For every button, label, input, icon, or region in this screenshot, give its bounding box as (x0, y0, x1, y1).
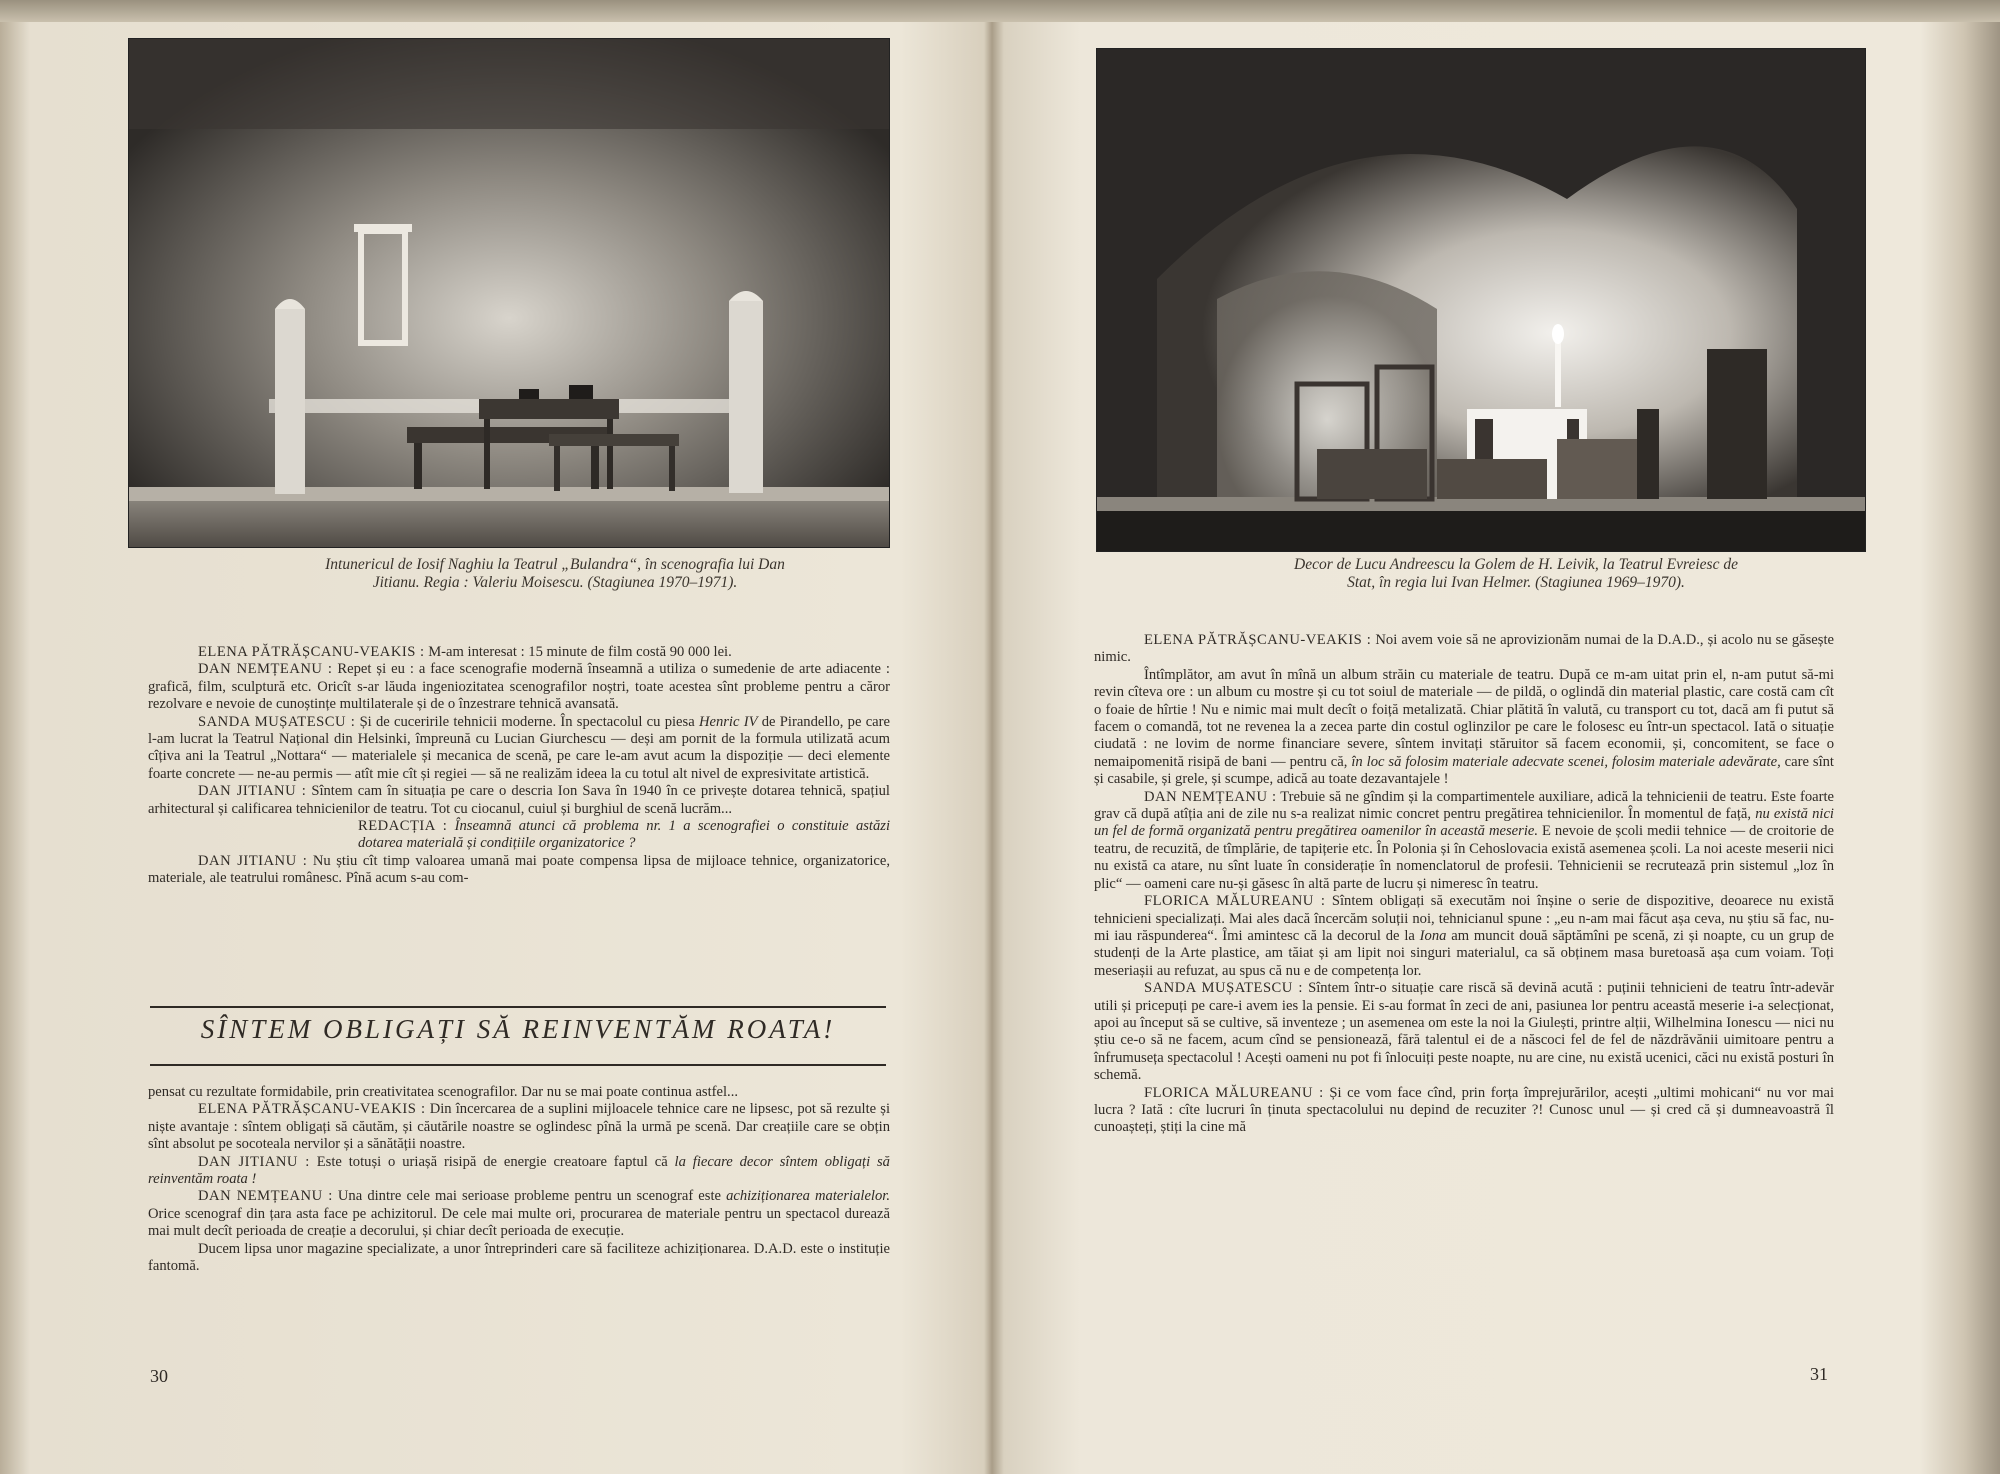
paragraph-text: de Pirandello, pe care l-am lucrat la Teatrul Național din Helsinki, împreună cu Lucian Giurchescu — deși am pornit de la formula utilizată acum cîțiva ani la Teatrul „Nottara“ — materialele și mecanica de scenă, pe care le-am avut acum la dispoziție — deci elemente foarte concrete — ne-au permis — atît mie cît și regiei — să ne realizăm ideea la cu totul alt nivel de expresivitate artistică. (148, 713, 890, 782)
paragraph-text: pensat cu rezultate formidabile, prin creativitatea scenografilor. Dar nu se mai poate continua astfel... (148, 1084, 738, 1100)
editorial-question (148, 818, 890, 853)
paragraph-text: Și de cuceririle tehnicii moderne. În spectacolul cu piesa (355, 713, 699, 730)
speaker-name: DAN NEMȚEANU : (1144, 788, 1277, 805)
paragraph (148, 644, 890, 661)
paragraph-text: M-am interesat : 15 minute de film costă 90 000 lei. (424, 644, 732, 660)
paragraph-text: Sîntem obligați să executăm noi înșine o serie de dispozitive, deoarece nu există tehnicieni specializați. Mai ales dacă încercăm soluții noi, tehnicianul spune : „eu n-am mai făcut așa ceva, nu știu să fac, nu-mi iau răspunderea“. Îmi amintesc că la decorul de la (1094, 893, 1834, 944)
paragraph-text: am muncit două săptămîni pe scenă, zi și noapte, cu un grup de studenți de la Arte plastice, am tăiat și am lipit noi singuri materialul, ca să obținem masa buretoasă așa cum voiam. Toți meseriașii au refuzat, au spus că nu e de competența lor. (1094, 927, 1834, 979)
speaker-name: DAN JITIANU : (198, 852, 308, 869)
paragraph (148, 853, 890, 888)
stage-photo-golem (1096, 48, 1866, 552)
paragraph (1094, 632, 1834, 667)
play-title: Henric IV (698, 713, 758, 730)
emphasis-text: nu există nici un fel de formă organizată pentru pregătirea oamenilor în această meserie. (1094, 806, 1834, 840)
article-column-bottom (148, 1084, 890, 1275)
paragraph-text: Repet și eu : a face scenografie modernă înseamnă a utiliza o sumedenie de arte adiacente : grafică, film, sculptură etc. Oricît s-ar lăuda ingeniozitatea scenografilor noștri, toate acestea sînt probleme pentru a căror rezolvare e nevoie de cunoștințe multilaterale și de o înzestrare tehnică avansată. (148, 661, 890, 713)
page-number: 31 (1810, 1364, 1828, 1384)
paragraph (1094, 893, 1834, 980)
paragraph (148, 1084, 890, 1101)
paragraph-text: Trebuie să ne gîndim și la compartimentele auxiliare, adică la tehnicienii de teatru. Este foarte grav că după atîția ani de zile nu s-a realizat nimic concret pentru pregătirea tehnicienilor. În momentul de față, (1094, 788, 1834, 823)
paragraph-text: Ducem lipsa unor magazine specializate, a unor întreprinderi care să faciliteze achiziționarea. D.A.D. este o instituție fantomă. (148, 1240, 890, 1275)
stage-photo-intunericul (128, 38, 890, 548)
paragraph-text: Una dintre cele mai serioase probleme pentru un scenograf este (332, 1188, 727, 1205)
paragraph-text: Întîmplător, am avut în mînă un album străin cu materiale de teatru. După ce m-am uitat prin el, n-am putut să-mi revin cîteva ore : un album cu mostre și cu tot soiul de materiale — de pildă, o oglindă din material plastic, care costă cam cît o foaie de hîrtie ! Nu e nimic mai mult decît o foiță metalizată. Chiar plătită în valută, cu transport cu tot, dacă am fi putut să facem o comandă, tot ne revenea la a zecea parte din costul oglinzilor pe care le folosesc eu într-un spectacol. Iată o situație ciudată : ne lovim de norme financiare severe, sîntem invitați stăruitor să facem economii, și, concomitent, se face o nemaipomenită risipă de bani — pentru că, (1094, 666, 1834, 770)
caption-line-2: Jitianu. Regia : Valeriu Moisescu. (Stagiunea 1970–1971). (372, 574, 738, 591)
speaker-name: ELENA PĂTRĂȘCANU-VEAKIS : (1144, 632, 1372, 648)
paragraph (148, 661, 890, 713)
paragraph-text: Sîntem într-o situație care riscă să devină acută : puținii tehnicieni de teatru într-adevăr utili și pricepuți pe care-i avem ies la pensie. Ei s-au format în zeci de ani, pasiunea lor pentru această meserie i-a selecționat, apoi au început să se cultive, să inventeze ; un asemenea om este la noi la Giulești, printre alții, Wilhelmina Ionescu — nici nu știu ce-o să ne facem, acum cînd se pensionează, fără talentul ei de a născoci fel de fel de năzdrăvănii uimitoare pentru a înfrumuseța spectacolul ! Acești oameni nu pot fi înlocuiți peste noapte, nu are cine, nu există ucenici, căci nu există posturi în schemă. (1094, 980, 1835, 1084)
stage-set-photo-icon (1097, 49, 1865, 551)
paragraph (148, 783, 890, 818)
paragraph-text: Nu știu cît timp valoarea umană mai poate compensa lipsa de mijloace tehnice, organizatorice, materiale, ale teatrului românesc. Pînă acum s-au com- (148, 852, 890, 887)
paragraph (148, 714, 890, 784)
article-column-top (148, 644, 890, 888)
speaker-name: DAN JITIANU : (198, 1153, 310, 1170)
paragraph-text: Este totuși o uriașă risipă de energie creatoare faptul că (309, 1153, 675, 1170)
emphasis-text: la fiecare decor sîntem obligați să reinventăm roata ! (148, 1153, 890, 1188)
speaker-name: SANDA MUȘATESCU : (198, 713, 356, 730)
article-column (1094, 632, 1834, 1137)
paragraph (1094, 1085, 1834, 1137)
speaker-name: DAN NEMȚEANU : (198, 661, 333, 678)
caption-line-1: Decor de Lucu Andreescu la Golem de H. Leivik, la Teatrul Evreiesc de (1294, 556, 1738, 573)
paragraph (1094, 667, 1834, 789)
caption-title: Intunericul (325, 556, 395, 573)
speaker-name: FLORICA MĂLUREANU : (1144, 1084, 1324, 1101)
caption-line-2: Stat, în regia lui Ivan Helmer. (Stagiunea 1969–1970). (1347, 574, 1685, 591)
speaker-name: REDACȚIA : (358, 818, 448, 835)
paragraph-text: Noi avem voie să ne aprovizionăm numai de la D.A.D., și acolo nu se găsește nimic. (1094, 632, 1834, 666)
speaker-name: DAN NEMȚEANU : (198, 1188, 333, 1205)
paragraph (148, 1188, 890, 1240)
stage-set-photo-icon (129, 39, 889, 547)
right-page (1000, 0, 2000, 1474)
emphasis-text: în loc să folosim materiale adecvate scenei, folosim materiale adevărate, (1351, 753, 1781, 770)
speaker-name: ELENA PĂTRĂȘCANU-VEAKIS : (198, 1101, 426, 1118)
paragraph-text: Înseamnă atunci că problema nr. 1 a scenografiei o constituie astăzi dotarea materială și condițiile organizatorice ? (358, 818, 891, 852)
headline-rule-bottom (150, 1064, 886, 1066)
paragraph-text: Din încercarea de a suplini mijloacele tehnice care ne lipsesc, pot să rezulte și niște avantaje : sîntem obligați să căutăm, și căutările noastre se oglindesc pînă la urmă pe scenă. Dar creațiile care se obțin sînt absolut pe socoteala nervilor și a sănătății noastre. (148, 1101, 890, 1153)
photo-caption (220, 556, 890, 592)
speaker-name: SANDA MUȘATESCU : (1144, 980, 1303, 997)
page-number: 30 (150, 1366, 168, 1386)
caption-line-1: de Iosif Naghiu la Teatrul „Bulandra“, în scenografia lui Dan (397, 556, 785, 573)
paragraph (148, 1241, 890, 1276)
speaker-name: ELENA PĂTRĂȘCANU-VEAKIS : (198, 644, 425, 660)
paragraph (1094, 789, 1834, 893)
speaker-name: DAN JITIANU : (198, 783, 307, 800)
speaker-name: FLORICA MĂLUREANU : (1144, 893, 1326, 910)
paragraph (148, 1101, 890, 1153)
headline-rule-top (150, 1006, 886, 1008)
paragraph-text: Și ce vom face cînd, prin forța împrejurărilor, acești „ultimi mohicani“ nu vor mai lucra ? Iată : cîte lucruri în ținuta spectacolului nu depind de recuziter ?! Cunosc unul — și cred că și dumneavoastră îl cunoașteți, știți la cine mă (1094, 1084, 1834, 1136)
paragraph-text: Orice scenograf din țara asta face pe achizitorul. De cele mai multe ori, procurarea de materiale pentru un spectacol durează mai mult decît perioada de creație a decorului, și chiar decît perioada de execuție. (148, 1205, 890, 1240)
play-title: Iona (1419, 927, 1447, 944)
photo-caption (1096, 556, 1936, 592)
emphasis-text: achiziționarea materialelor. (726, 1188, 890, 1205)
left-page (0, 0, 990, 1474)
paragraph-text: E nevoie de școli medii tehnice — de croitorie de teatru, de recuzită, de tîmplărie, de tapițerie etc. În Polonia și în Cehoslovacia există asemenea școli. La noi aceste meserii nici nu există ca atare, nu sînt luate în considerație în nomenclatorul de profesii. Tehnicienii se recrutează prin sistemul „loz în plic“ — oameni care nu-și găsesc în altă parte de lucru și nimeresc în teatru. (1094, 823, 1834, 892)
paragraph (1094, 980, 1834, 1084)
paragraph (148, 1154, 890, 1189)
paragraph-text: care sînt și casabile, și grele, și scumpe, adică au toate dezavantajele ! (1094, 753, 1834, 788)
article-headline: SÎNTEM OBLIGAȚI SĂ REINVENTĂM ROATA! (200, 1014, 836, 1044)
paragraph-text: Sîntem cam în situația pe care o descria Ion Sava în 1940 în ce privește dotarea tehnică, spațiul arhitectural și calificarea tehnicienilor de teatru. Tot cu ciocanul, cuiul și burghiul de scenă lucrăm... (148, 783, 890, 817)
